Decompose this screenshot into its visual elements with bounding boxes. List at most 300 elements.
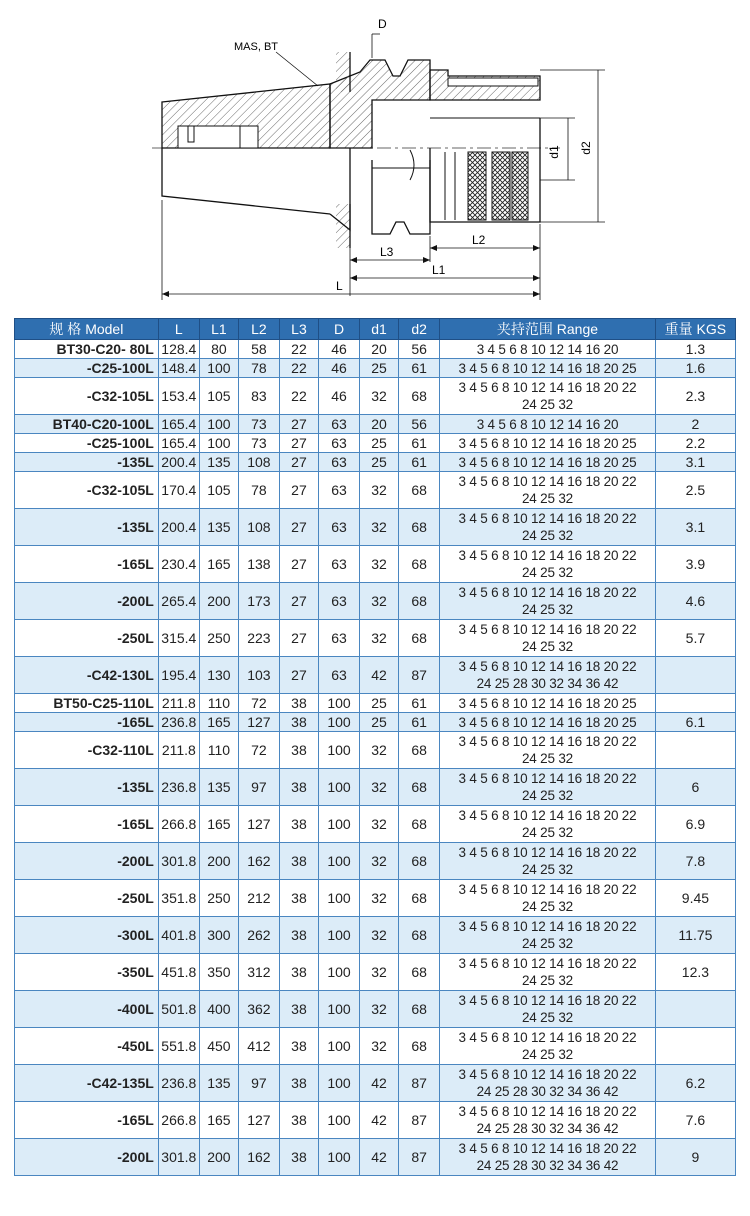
range-line: 24 25 32: [522, 491, 573, 506]
cell-kgs: [655, 657, 735, 694]
cell-L3: 27: [279, 583, 318, 620]
cell-d1: 25: [360, 359, 399, 378]
cell-D: 100: [318, 732, 359, 769]
cell-L3: 38: [279, 843, 318, 880]
cell-L1: 200: [199, 843, 238, 880]
cell-model: -165L: [15, 546, 159, 583]
cell-D: 63: [318, 472, 359, 509]
cell-range: [440, 954, 656, 991]
cell-range: [440, 546, 656, 583]
cell-D: 100: [318, 1139, 359, 1176]
cell-L2: 127: [238, 806, 279, 843]
cell-L1: 400: [199, 991, 238, 1028]
range-line: 24 25 32: [522, 788, 573, 803]
cell-d2: 68: [399, 917, 440, 954]
table-row: [15, 453, 736, 472]
d1-label: d1: [547, 145, 561, 159]
cell-D: 63: [318, 583, 359, 620]
table-row: [15, 546, 736, 583]
cell-d2: 68: [399, 509, 440, 546]
cell-d2: 68: [399, 843, 440, 880]
cell-D: 100: [318, 1102, 359, 1139]
cell-model: -C32-110L: [15, 732, 159, 769]
table-row: [15, 917, 736, 954]
cell-d1: 32: [360, 732, 399, 769]
cell-D: 100: [318, 694, 359, 713]
range-line: 24 25 32: [522, 973, 573, 988]
cell-range: [440, 1028, 656, 1065]
cell-L: 236.8: [158, 769, 199, 806]
cell-model: -200L: [15, 843, 159, 880]
cell-kgs: 3.1: [655, 509, 735, 546]
range-line: 3 4 5 6 8 10 12 14 16 18 20 22: [458, 511, 637, 526]
range-line: 24 25 28 30 32 34 36 42: [476, 1084, 619, 1099]
table-row: [15, 769, 736, 806]
cell-model: BT30-C20- 80L: [15, 340, 159, 359]
cell-L3: 27: [279, 657, 318, 694]
cell-L2: 127: [238, 1102, 279, 1139]
cell-L3: 38: [279, 1028, 318, 1065]
cell-L3: 38: [279, 732, 318, 769]
range-line: 3 4 5 6 8 10 12 14 16 18 20 22: [458, 882, 637, 897]
cell-L1: 100: [199, 415, 238, 434]
table-row: [15, 657, 736, 694]
cell-L: 301.8: [158, 843, 199, 880]
cell-d2: 61: [399, 713, 440, 732]
cell-kgs: 7.8: [655, 843, 735, 880]
table-row: [15, 472, 736, 509]
cell-L2: 138: [238, 546, 279, 583]
table-row: [15, 509, 736, 546]
cell-range: [440, 509, 656, 546]
cell-d1: 32: [360, 769, 399, 806]
table-row: [15, 694, 736, 713]
range-line: 3 4 5 6 8 10 12 14 16 18 20 22: [458, 808, 637, 823]
cell-d1: 32: [360, 991, 399, 1028]
range-line: 3 4 5 6 8 10 12 14 16 18 20 25: [458, 360, 637, 376]
cell-range: [440, 340, 656, 359]
cell-kgs: 2.3: [655, 378, 735, 415]
cell-L1: 165: [199, 1102, 238, 1139]
header-model: 规 格 Model: [15, 319, 159, 340]
cell-kgs: 2: [655, 415, 735, 434]
cell-L3: 38: [279, 713, 318, 732]
range-line: 24 25 28 30 32 34 36 42: [476, 1121, 619, 1136]
cell-d1: 32: [360, 806, 399, 843]
cell-L: 153.4: [158, 378, 199, 415]
range-line: 3 4 5 6 8 10 12 14 16 18 20 22: [458, 919, 637, 934]
range-line: 3 4 5 6 8 10 12 14 16 18 20 22: [458, 1104, 637, 1119]
range-line: 24 25 32: [522, 397, 573, 412]
header-d2: d2: [399, 319, 440, 340]
cell-model: -250L: [15, 880, 159, 917]
cell-D: 46: [318, 359, 359, 378]
range-line: 3 4 5 6 8 10 12 14 16 18 20 22: [458, 585, 637, 600]
cell-L3: 38: [279, 694, 318, 713]
cell-L2: 78: [238, 472, 279, 509]
range-line: 3 4 5 6 8 10 12 14 16 18 20 22: [458, 1141, 637, 1156]
cell-L: 170.4: [158, 472, 199, 509]
range-line: 24 25 32: [522, 825, 573, 840]
cell-D: 46: [318, 378, 359, 415]
cell-L2: 72: [238, 732, 279, 769]
range-line: 3 4 5 6 8 10 12 14 16 18 20 25: [458, 454, 637, 470]
cell-L2: 412: [238, 1028, 279, 1065]
cell-model: -165L: [15, 713, 159, 732]
cell-kgs: 11.75: [655, 917, 735, 954]
cell-kgs: 3.9: [655, 546, 735, 583]
cell-L3: 38: [279, 806, 318, 843]
cell-L3: 38: [279, 1139, 318, 1176]
cell-L: 211.8: [158, 694, 199, 713]
L2-label: L2: [472, 233, 486, 247]
cell-kgs: 1.3: [655, 340, 735, 359]
cell-d1: 25: [360, 434, 399, 453]
cell-model: -200L: [15, 583, 159, 620]
header-L: L: [158, 319, 199, 340]
cell-D: 63: [318, 620, 359, 657]
cell-d1: 32: [360, 620, 399, 657]
range-line: 3 4 5 6 8 10 12 14 16 18 20 22: [458, 659, 637, 674]
cell-L1: 80: [199, 340, 238, 359]
cell-L2: 262: [238, 917, 279, 954]
cell-L3: 38: [279, 1065, 318, 1102]
cell-L: 200.4: [158, 453, 199, 472]
cell-L: 165.4: [158, 415, 199, 434]
cell-D: 63: [318, 509, 359, 546]
technical-drawing: [0, 0, 750, 318]
cell-d1: 25: [360, 694, 399, 713]
table-row: [15, 620, 736, 657]
cell-L: 265.4: [158, 583, 199, 620]
cell-model: -C25-100L: [15, 359, 159, 378]
cell-d1: 32: [360, 917, 399, 954]
range-line: 24 25 28 30 32 34 36 42: [476, 676, 619, 691]
cell-L1: 110: [199, 694, 238, 713]
range-line: 24 25 32: [522, 1010, 573, 1025]
cell-kgs: [655, 732, 735, 769]
cell-D: 100: [318, 991, 359, 1028]
cell-L3: 27: [279, 453, 318, 472]
cell-d1: 25: [360, 713, 399, 732]
cell-L3: 27: [279, 620, 318, 657]
cell-L3: 22: [279, 378, 318, 415]
cell-d2: 68: [399, 378, 440, 415]
cell-d2: 68: [399, 1028, 440, 1065]
cell-L1: 130: [199, 657, 238, 694]
range-line: 3 4 5 6 8 10 12 14 16 18 20 22: [458, 1030, 637, 1045]
cell-L: 501.8: [158, 991, 199, 1028]
cell-D: 63: [318, 453, 359, 472]
cell-L3: 27: [279, 434, 318, 453]
cell-L2: 97: [238, 769, 279, 806]
cell-d1: 32: [360, 509, 399, 546]
range-line: 3 4 5 6 8 10 12 14 16 18 20 25: [458, 714, 637, 730]
cell-d1: 32: [360, 378, 399, 415]
cell-d2: 56: [399, 415, 440, 434]
cell-d2: 87: [399, 1065, 440, 1102]
cell-L2: 108: [238, 509, 279, 546]
cell-range: [440, 694, 656, 713]
cell-range: [440, 917, 656, 954]
cell-d1: 32: [360, 954, 399, 991]
cell-D: 100: [318, 713, 359, 732]
cell-L2: 223: [238, 620, 279, 657]
range-line: 3 4 5 6 8 10 12 14 16 18 20 22: [458, 993, 637, 1008]
cell-range: [440, 453, 656, 472]
table-row: [15, 806, 736, 843]
cell-range: [440, 657, 656, 694]
cell-L: 211.8: [158, 732, 199, 769]
range-line: 3 4 5 6 8 10 12 14 16 18 20 25: [458, 435, 637, 451]
header-L2: L2: [238, 319, 279, 340]
cell-kgs: 4.6: [655, 583, 735, 620]
cell-D: 100: [318, 917, 359, 954]
L-label: L: [336, 279, 343, 293]
cell-L1: 300: [199, 917, 238, 954]
header-d1: d1: [360, 319, 399, 340]
cell-d2: 68: [399, 472, 440, 509]
cell-model: -C42-130L: [15, 657, 159, 694]
cell-kgs: 2.5: [655, 472, 735, 509]
range-line: 24 25 32: [522, 862, 573, 877]
table-row: [15, 415, 736, 434]
cell-model: BT40-C20-100L: [15, 415, 159, 434]
cell-kgs: [655, 1028, 735, 1065]
cell-L2: 212: [238, 880, 279, 917]
cell-range: [440, 1065, 656, 1102]
cell-L: 266.8: [158, 806, 199, 843]
cell-kgs: 6: [655, 769, 735, 806]
cell-D: 100: [318, 954, 359, 991]
header-L1: L1: [199, 319, 238, 340]
table-row: [15, 1028, 736, 1065]
cell-L: 301.8: [158, 1139, 199, 1176]
mas-bt-label: MAS, BT: [234, 41, 279, 53]
cell-model: -165L: [15, 1102, 159, 1139]
cell-d2: 68: [399, 583, 440, 620]
cell-range: [440, 769, 656, 806]
range-line: 3 4 5 6 8 10 12 14 16 18 20 22: [458, 956, 637, 971]
cell-d1: 32: [360, 880, 399, 917]
cell-d2: 61: [399, 359, 440, 378]
cell-d1: 32: [360, 1028, 399, 1065]
cell-L: 401.8: [158, 917, 199, 954]
range-line: 3 4 5 6 8 10 12 14 16 18 20 22: [458, 1067, 637, 1082]
cell-D: 100: [318, 1065, 359, 1102]
cell-L2: 78: [238, 359, 279, 378]
table-row: [15, 954, 736, 991]
range-line: 3 4 5 6 8 10 12 14 16 18 20 22: [458, 734, 637, 749]
cell-L3: 38: [279, 991, 318, 1028]
cell-range: [440, 472, 656, 509]
cell-d2: 87: [399, 657, 440, 694]
cell-L1: 105: [199, 378, 238, 415]
cell-d1: 42: [360, 657, 399, 694]
cell-range: [440, 415, 656, 434]
cell-L3: 38: [279, 1102, 318, 1139]
cell-model: -C32-105L: [15, 378, 159, 415]
cell-range: [440, 1139, 656, 1176]
cell-kgs: 3.1: [655, 453, 735, 472]
cell-D: 63: [318, 546, 359, 583]
cell-D: 100: [318, 843, 359, 880]
cell-d1: 42: [360, 1065, 399, 1102]
cell-kgs: 1.6: [655, 359, 735, 378]
cell-L1: 165: [199, 806, 238, 843]
table-row: [15, 340, 736, 359]
cell-range: [440, 378, 656, 415]
cell-L2: 73: [238, 415, 279, 434]
cell-range: [440, 434, 656, 453]
cell-L2: 73: [238, 434, 279, 453]
cell-L2: 127: [238, 713, 279, 732]
cell-model: -200L: [15, 1139, 159, 1176]
cell-L2: 162: [238, 1139, 279, 1176]
cell-D: 46: [318, 340, 359, 359]
cell-L: 451.8: [158, 954, 199, 991]
cell-L1: 110: [199, 732, 238, 769]
range-line: 3 4 5 6 8 10 12 14 16 18 20 22: [458, 845, 637, 860]
cell-L1: 200: [199, 1139, 238, 1176]
cell-L: 200.4: [158, 509, 199, 546]
range-line: 24 25 32: [522, 1047, 573, 1062]
range-line: 3 4 5 6 8 10 12 14 16 18 20 22: [458, 474, 637, 489]
cell-d2: 68: [399, 991, 440, 1028]
cell-L1: 450: [199, 1028, 238, 1065]
cell-L1: 165: [199, 546, 238, 583]
table-row: [15, 1139, 736, 1176]
cell-L3: 38: [279, 917, 318, 954]
cell-range: [440, 991, 656, 1028]
cell-D: 63: [318, 415, 359, 434]
cell-d2: 68: [399, 732, 440, 769]
cell-range: [440, 732, 656, 769]
cell-L3: 27: [279, 415, 318, 434]
cell-model: -135L: [15, 453, 159, 472]
range-line: 3 4 5 6 8 10 12 14 16 18 20 22: [458, 771, 637, 786]
range-line: 24 25 28 30 32 34 36 42: [476, 1158, 619, 1173]
range-line: 3 4 5 6 8 10 12 14 16 18 20 22: [458, 622, 637, 637]
range-line: 24 25 32: [522, 639, 573, 654]
cell-d2: 68: [399, 769, 440, 806]
table-row: [15, 732, 736, 769]
cell-L: 236.8: [158, 1065, 199, 1102]
table-row: [15, 991, 736, 1028]
header-kgs: 重量 KGS: [655, 319, 735, 340]
cell-d1: 32: [360, 583, 399, 620]
spec-table: [14, 318, 736, 1176]
cell-model: -450L: [15, 1028, 159, 1065]
cell-L2: 173: [238, 583, 279, 620]
cell-L1: 100: [199, 434, 238, 453]
cell-L2: 362: [238, 991, 279, 1028]
cell-L2: 103: [238, 657, 279, 694]
cell-d1: 20: [360, 340, 399, 359]
cell-L1: 135: [199, 509, 238, 546]
cell-kgs: 7.6: [655, 1102, 735, 1139]
cell-range: [440, 713, 656, 732]
cell-d2: 68: [399, 880, 440, 917]
cell-L: 236.8: [158, 713, 199, 732]
cell-L1: 250: [199, 620, 238, 657]
range-line: 24 25 32: [522, 565, 573, 580]
cell-kgs: 6.1: [655, 713, 735, 732]
cell-L3: 38: [279, 769, 318, 806]
cell-L: 315.4: [158, 620, 199, 657]
cell-L: 266.8: [158, 1102, 199, 1139]
cell-D: 100: [318, 880, 359, 917]
cell-d1: 20: [360, 415, 399, 434]
cell-kgs: [655, 694, 735, 713]
range-line: 3 4 5 6 8 10 12 14 16 18 20 22: [458, 548, 637, 563]
range-line: 24 25 32: [522, 936, 573, 951]
range-line: 3 4 5 6 8 10 12 14 16 20: [476, 341, 619, 357]
cell-kgs: 9.45: [655, 880, 735, 917]
header-range: 夹持范围 Range: [440, 319, 656, 340]
cell-d1: 32: [360, 546, 399, 583]
cell-range: [440, 1102, 656, 1139]
cell-d2: 68: [399, 954, 440, 991]
range-line: 24 25 32: [522, 751, 573, 766]
cell-L1: 200: [199, 583, 238, 620]
cell-L: 165.4: [158, 434, 199, 453]
cell-kgs: 5.7: [655, 620, 735, 657]
range-line: 24 25 32: [522, 528, 573, 543]
cell-model: -250L: [15, 620, 159, 657]
cell-D: 100: [318, 769, 359, 806]
cell-d1: 42: [360, 1102, 399, 1139]
header-D: D: [318, 319, 359, 340]
cell-D: 63: [318, 434, 359, 453]
cell-d2: 68: [399, 546, 440, 583]
cell-model: -300L: [15, 917, 159, 954]
cell-d1: 42: [360, 1139, 399, 1176]
cell-range: [440, 806, 656, 843]
cell-L1: 135: [199, 453, 238, 472]
cell-L2: 108: [238, 453, 279, 472]
range-line: 24 25 32: [522, 899, 573, 914]
cell-D: 100: [318, 806, 359, 843]
table-row: [15, 713, 736, 732]
cell-kgs: 6.2: [655, 1065, 735, 1102]
cell-model: -165L: [15, 806, 159, 843]
cell-L: 230.4: [158, 546, 199, 583]
cell-kgs: 6.9: [655, 806, 735, 843]
cell-D: 100: [318, 1028, 359, 1065]
cell-kgs: 2.2: [655, 434, 735, 453]
cell-L2: 162: [238, 843, 279, 880]
table-body: [15, 340, 736, 1176]
cell-L3: 27: [279, 472, 318, 509]
cell-L1: 135: [199, 769, 238, 806]
table-row: [15, 583, 736, 620]
D-label: D: [378, 17, 387, 31]
cell-L2: 83: [238, 378, 279, 415]
cell-kgs: 12.3: [655, 954, 735, 991]
d2-label: d2: [579, 141, 593, 155]
cell-L2: 97: [238, 1065, 279, 1102]
cell-L: 351.8: [158, 880, 199, 917]
cell-L: 195.4: [158, 657, 199, 694]
cell-model: -C25-100L: [15, 434, 159, 453]
cell-L1: 250: [199, 880, 238, 917]
header-L3: L3: [279, 319, 318, 340]
cell-L3: 27: [279, 509, 318, 546]
table-header-row: [15, 319, 736, 340]
table-row: [15, 843, 736, 880]
cell-L: 551.8: [158, 1028, 199, 1065]
